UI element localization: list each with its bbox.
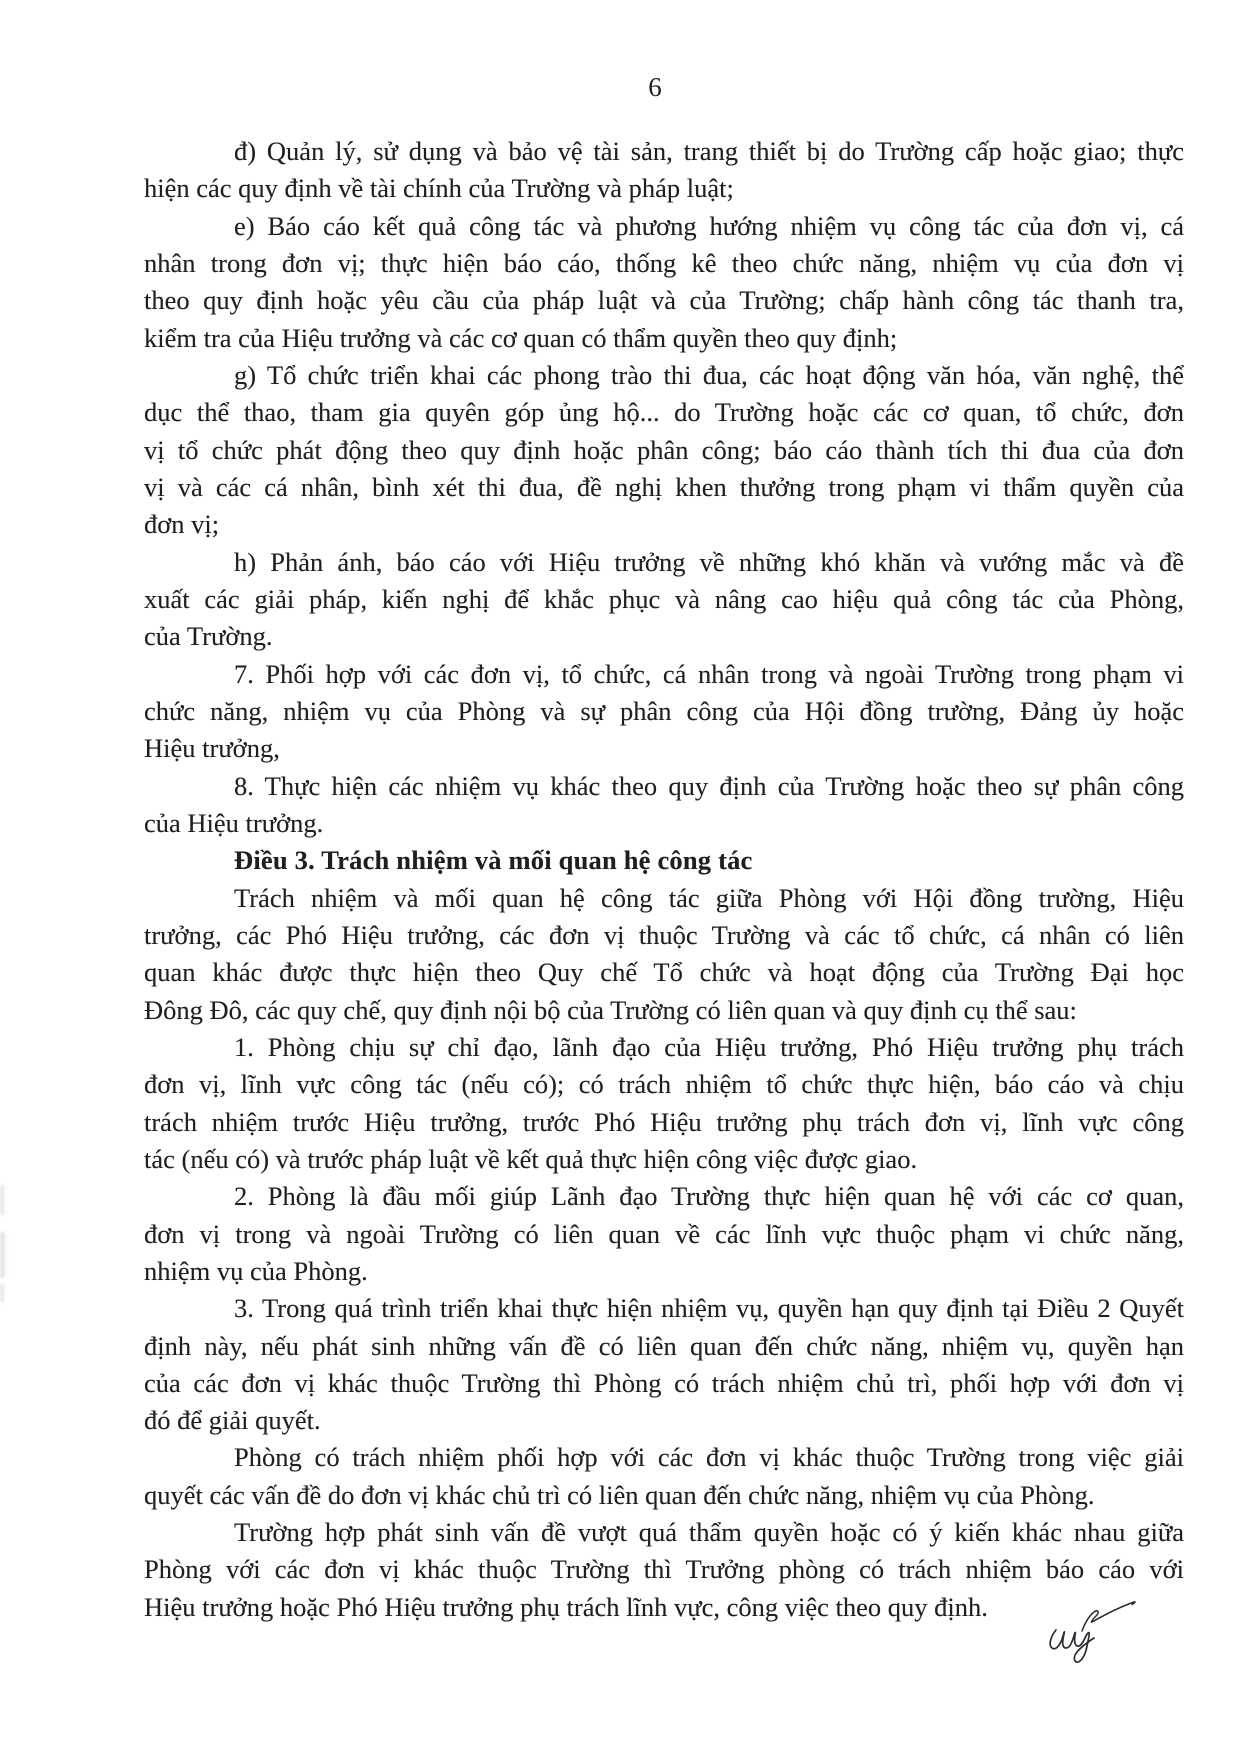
document-body — [144, 133, 1184, 1626]
text-line: h) Phản ánh, báo cáo với Hiệu trưởng về những khó khăn và vướng mắc và đề — [234, 546, 1184, 577]
text-line: định này, nếu phát sinh những vấn đề có liên quan đến chức năng, nhiệm vụ, quyền hạn — [144, 1330, 1184, 1361]
scan-artifact — [0, 1232, 5, 1278]
text-line: Trách nhiệm và mối quan hệ công tác giữa Phòng với Hội đồng trường, Hiệu — [234, 882, 1184, 913]
text-line: vị tổ chức phát động theo quy định hoặc phân công; báo cáo thành tích thi đua của đơn — [144, 434, 1184, 465]
signature-ink-mark — [1044, 1597, 1139, 1667]
text-line: nhân trong đơn vị; thực hiện báo cáo, thống kê theo chức năng, nhiệm vụ của đơn vị — [144, 247, 1184, 278]
text-line: Phòng với các đơn vị khác thuộc Trường thì Trưởng phòng có trách nhiệm báo cáo với — [144, 1554, 1184, 1585]
text-line: Trường hợp phát sinh vấn đề vượt quá thẩm quyền hoặc có ý kiến khác nhau giữa — [234, 1517, 1184, 1548]
text-line: đơn vị, lĩnh vực công tác (nếu có); có trách nhiệm tổ chức thực hiện, báo cáo và chịu — [144, 1069, 1184, 1100]
scan-artifact — [0, 1284, 4, 1302]
text-line: Đông Đô, các quy chế, quy định nội bộ của Trường có liên quan và quy định cụ thể sau: — [144, 994, 1077, 1025]
text-line: đ) Quản lý, sử dụng và bảo vệ tài sản, trang thiết bị do Trường cấp hoặc giao; thực — [234, 136, 1184, 166]
text-line: đơn vị; — [144, 509, 220, 540]
text-line: 7. Phối hợp với các đơn vị, tổ chức, cá nhân trong và ngoài Trường trong phạm vi — [234, 658, 1184, 689]
text-line: e) Báo cáo kết quả công tác và phương hướng nhiệm vụ công tác của đơn vị, cá — [234, 210, 1184, 241]
text-line: quan khác được thực hiện theo Quy chế Tổ chức và hoạt động của Trường Đại học — [144, 957, 1184, 988]
text-line: đó để giải quyết. — [144, 1405, 321, 1436]
text-line: Phòng có trách nhiệm phối hợp với các đơn vị khác thuộc Trường trong việc giải — [234, 1442, 1184, 1473]
section-heading: Điều 3. Trách nhiệm và mối quan hệ công tác — [234, 845, 753, 876]
text-line: xuất các giải pháp, kiến nghị để khắc phục và nâng cao hiệu quả công tác của Phòng, — [144, 583, 1184, 614]
text-line: của các đơn vị khác thuộc Trường thì Phòng có trách nhiệm chủ trì, phối hợp với đơn vị — [144, 1367, 1184, 1398]
text-line: 2. Phòng là đầu mối giúp Lãnh đạo Trường thực hiện quan hệ với các cơ quan, — [234, 1181, 1184, 1212]
signature-stroke-descender — [1074, 1633, 1094, 1663]
text-line: 3. Trong quá trình triển khai thực hiện nhiệm vụ, quyền hạn quy định tại Điều 2 Quyết — [234, 1293, 1184, 1324]
page-number: 6 — [648, 72, 662, 102]
text-line: g) Tổ chức triển khai các phong trào thi đua, các hoạt động văn hóa, văn nghệ, thể — [234, 359, 1184, 390]
text-line: hiện các quy định về tài chính của Trường và pháp luật; — [144, 173, 734, 204]
text-line: trưởng, các Phó Hiệu trưởng, các đơn vị thuộc Trường và các tổ chức, cá nhân có liên — [144, 919, 1184, 950]
text-line: nhiệm vụ của Phòng. — [144, 1255, 368, 1286]
text-line: theo quy định hoặc yêu cầu của pháp luật và của Trường; chấp hành công tác thanh tra, — [144, 285, 1184, 316]
text-line: của Trường. — [144, 621, 273, 652]
text-line: tác (nếu có) và trước pháp luật về kết quả thực hiện công việc được giao. — [144, 1143, 918, 1174]
text-line: 8. Thực hiện các nhiệm vụ khác theo quy định của Trường hoặc theo sự phân công — [234, 770, 1184, 801]
signature-stroke-scribble — [1050, 1630, 1086, 1649]
text-line: vị và các cá nhân, bình xét thi đua, đề nghị khen thưởng trong phạm vi thẩm quyền của — [144, 471, 1184, 502]
text-line: kiểm tra của Hiệu trưởng và các cơ quan có thẩm quyền theo quy định; — [144, 322, 898, 353]
text-line: chức năng, nhiệm vụ của Phòng và sự phân công của Hội đồng trường, Đảng ủy hoặc — [144, 695, 1184, 726]
text-line: đơn vị trong và ngoài Trường có liên quan về các lĩnh vực thuộc phạm vi chức năng, — [144, 1218, 1184, 1249]
text-line: Hiệu trưởng hoặc Phó Hiệu trưởng phụ trách lĩnh vực, công việc theo quy định. — [144, 1591, 988, 1622]
scan-artifact — [0, 1185, 4, 1215]
text-line: của Hiệu trưởng. — [144, 807, 324, 838]
text-line: 1. Phòng chịu sự chỉ đạo, lãnh đạo của Hiệu trưởng, Phó Hiệu trưởng phụ trách — [234, 1031, 1184, 1062]
text-line: Hiệu trưởng, — [144, 733, 280, 764]
text-line: quyết các vấn đề do đơn vị khác chủ trì có liên quan đến chức năng, nhiệm vụ của Phòng. — [144, 1479, 1095, 1510]
text-line: trách nhiệm trước Hiệu trưởng, trước Phó Hiệu trưởng phụ trách đơn vị, lĩnh vực công — [144, 1106, 1184, 1137]
signature-stroke-flourish — [1082, 1602, 1135, 1631]
text-line: dục thể thao, tham gia quyên góp ủng hộ... do Trường hoặc các cơ quan, tổ chức, đơn — [144, 397, 1184, 428]
